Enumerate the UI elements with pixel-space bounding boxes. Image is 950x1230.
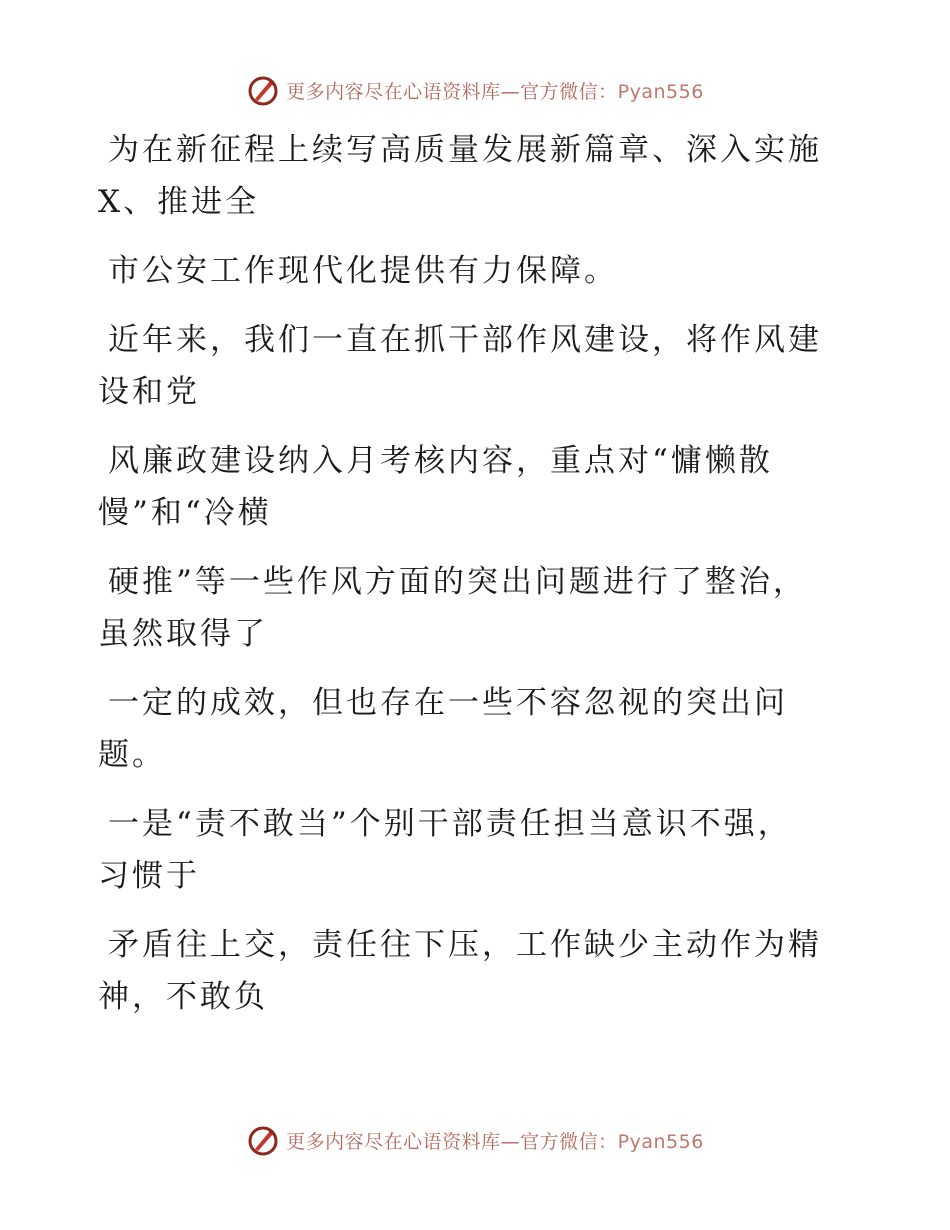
paragraph [98,435,838,539]
paragraph-line: 慢”和“冷横 [98,495,272,531]
footer-banner-handle: Pyan556 [617,1130,704,1153]
document-body [98,124,838,1040]
header-watermark-banner [0,70,950,110]
footer-watermark-banner [0,1120,950,1160]
paragraph-line: 市公安工作现代化提供有力保障。 [108,253,618,289]
paragraph-line: 题。 [98,737,166,773]
paragraph-line: 一是“责不敢当”个别干部责任担当意识不强， [108,806,792,842]
paragraph [98,798,838,902]
paragraph [98,677,838,781]
paragraph-line: 一定的成效，但也存在一些不容忽视的突出问 [108,685,788,721]
paragraph-line: 虽然取得了 [98,616,268,652]
quill-logo-icon [246,1123,280,1157]
paragraph [98,245,838,297]
paragraph-line: 近年来，我们一直在抓干部作风建设，将作风建 [108,322,822,358]
paragraph-line: 习惯于 [98,858,200,894]
paragraph [98,556,838,660]
header-banner-handle: Pyan556 [617,80,704,103]
paragraph-line: 硬推”等一些作风方面的突出问题进行了整治， [108,564,807,600]
paragraph-line: 为在新征程上续写高质量发展新篇章、深入实施 [108,132,822,168]
paragraph-line: 矛盾往上交，责任往下压，工作缺少主动作为精 [108,927,822,963]
paragraph [98,919,838,1023]
footer-banner-label: 更多内容尽在心语资料库—官方微信： [286,1130,618,1153]
header-banner-label: 更多内容尽在心语资料库—官方微信： [286,80,618,103]
paragraph [98,314,838,418]
paragraph-line: X、推进全 [98,184,260,220]
footer-banner-text [286,1127,704,1154]
paragraph-line: 风廉政建设纳入月考核内容，重点对“慵懒散 [108,443,773,479]
quill-logo-icon [246,73,280,107]
paragraph-line: 神，不敢负 [98,979,268,1015]
header-banner-text [286,77,704,104]
paragraph [98,124,838,228]
paragraph-line: 设和党 [98,374,200,410]
